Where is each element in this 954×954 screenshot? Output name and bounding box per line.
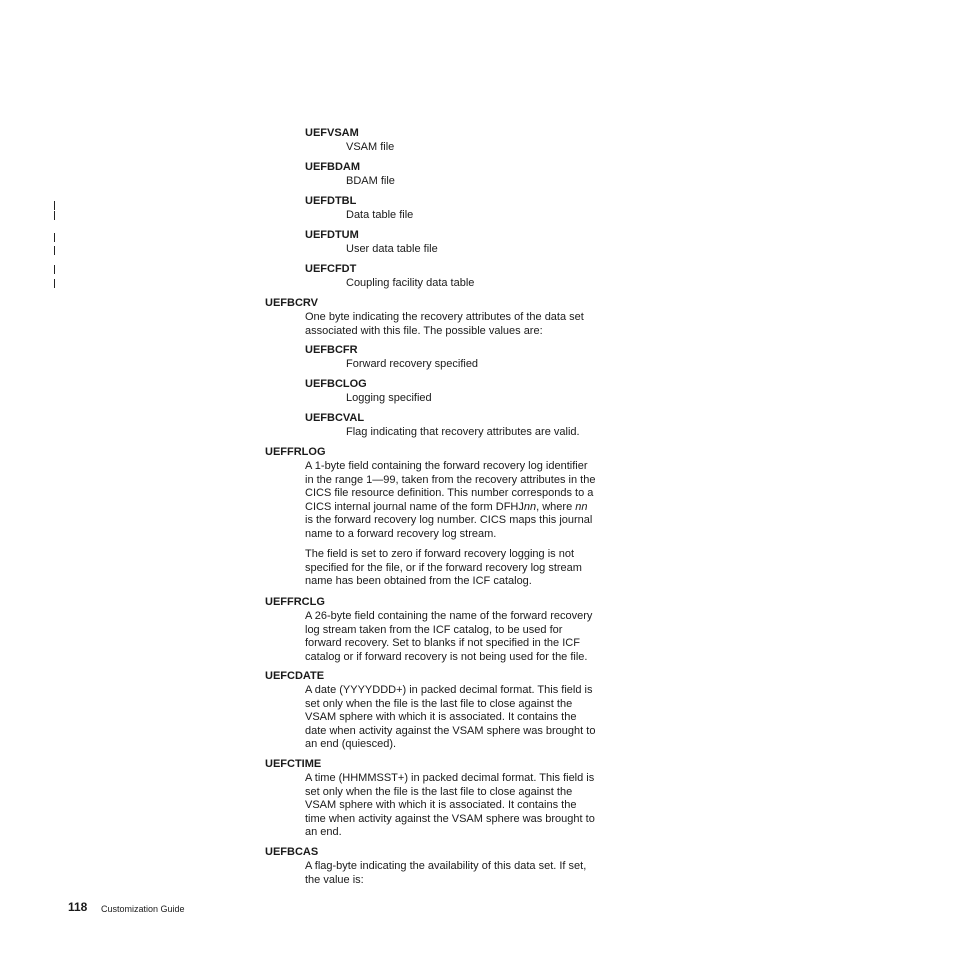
journal-name-line: CICS internal journal name of the form DFHJnn, where nn xyxy=(305,500,588,513)
term-uefbcval: UEFBCVAL xyxy=(305,412,365,424)
term-uefbcfr: UEFBCFR xyxy=(305,344,358,356)
definition-uefcdate: A date (YYYYDDD+) in packed decimal format. This field is set only when the file is the last file to close against the VSAM sphere with which it is associated. It contains the date when activity against the VSAM sphere was brought to an end (quiesced). xyxy=(305,684,596,751)
term-uefctime: UEFCTIME xyxy=(265,758,322,770)
change-bar xyxy=(54,201,55,210)
definition-uefbcas: A flag-byte indicating the availability of this data set. If set, the value is: xyxy=(305,860,587,886)
definition-uefbcrv: One byte indicating the recovery attributes of the data set associated with this file. The possible values are: xyxy=(305,311,584,337)
term-uefcfdt: UEFCFDT xyxy=(305,263,357,275)
term-uefbdam: UEFBDAM xyxy=(305,161,360,173)
italic-nn: nn xyxy=(523,500,537,513)
term-uefcdate: UEFCDATE xyxy=(265,670,325,682)
term-uefbcrv: UEFBCRV xyxy=(265,297,318,309)
definition-ueffrlog: A 1-byte field containing the forward recovery log identifier in the range 1—99, taken from the recovery attributes in the CICS file resource definition. This number corresponds to a CICS internal journal name of the form DFHJnn, where nn is the forward recovery log number. CICS maps this journal name to a forward recovery log stream. xyxy=(305,460,615,542)
change-bar xyxy=(54,246,55,255)
book-title: Customization Guide xyxy=(101,904,185,914)
definition-uefbclog: Logging specified xyxy=(346,392,432,404)
term-uefbcas: UEFBCAS xyxy=(265,846,319,858)
definition-uefbcval: Flag indicating that recovery attributes are valid. xyxy=(346,426,580,438)
definition-uefvsam: VSAM file xyxy=(346,141,395,153)
definition-uefdtbl: Data table file xyxy=(346,209,414,221)
change-bar xyxy=(54,211,55,220)
term-ueffrclg: UEFFRCLG xyxy=(265,596,325,608)
definition-ueffrlog-note: The field is set to zero if forward recovery logging is not specified for the file, or if the forward recovery log stream name has been obtained from the ICF catalog. xyxy=(305,548,582,588)
change-bar xyxy=(54,279,55,288)
definition-uefbcfr: Forward recovery specified xyxy=(346,358,479,370)
definition-ueffrclg: A 26-byte field containing the name of the forward recovery log stream taken from the ICF catalog, to be used for forward recovery. Set to blanks if not specified in the ICF catalog or if forward recovery is not being used for the file. xyxy=(305,610,593,663)
definition-uefcfdt: Coupling facility data table xyxy=(346,277,475,289)
definition-uefdtum: User data table file xyxy=(346,243,438,255)
page-number: 118 xyxy=(68,900,88,914)
change-bar xyxy=(54,233,55,242)
definition-uefbdam: BDAM file xyxy=(346,175,395,187)
definition-uefctime: A time (HHMMSST+) in packed decimal format. This field is set only when the file is the last file to close against the VSAM sphere with which it is associated. It contains the time when activity against the VSAM sphere was brought to an end. xyxy=(305,772,595,839)
term-uefbclog: UEFBCLOG xyxy=(305,378,367,390)
term-ueffrlog: UEFFRLOG xyxy=(265,446,326,458)
italic-nn: nn xyxy=(575,500,588,513)
term-uefvsam: UEFVSAM xyxy=(305,127,359,139)
term-uefdtum: UEFDTUM xyxy=(305,229,359,241)
term-uefdtbl: UEFDTBL xyxy=(305,195,357,207)
change-bar xyxy=(54,265,55,274)
